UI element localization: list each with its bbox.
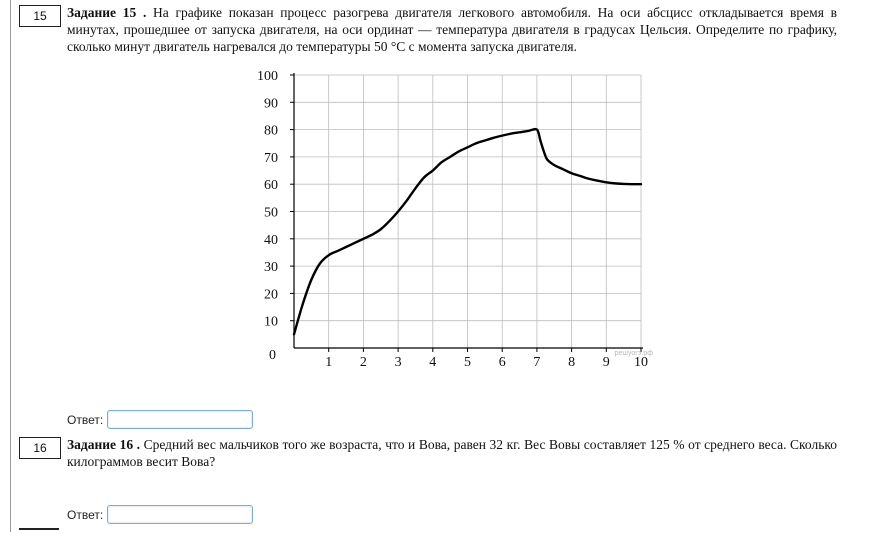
next-task-badge-edge: [19, 528, 59, 534]
x-tick-label: 8: [568, 355, 576, 370]
answer-input[interactable]: [107, 410, 253, 429]
answer-label: Ответ:: [67, 412, 104, 427]
x-tick-label: 7: [533, 355, 541, 370]
y-tick-label: 40: [264, 232, 278, 248]
y-tick-label: 50: [264, 205, 278, 221]
x-tick-label: 4: [429, 355, 437, 370]
task-statement: [67, 436, 837, 470]
origin-label: 0: [269, 348, 276, 363]
x-tick-label: 2: [359, 355, 367, 370]
task-statement: [67, 4, 837, 55]
y-tick-label: 80: [264, 123, 278, 139]
task-body: Средний вес мальчиков того же возраста, что и Вова, равен 32 кг. Вес Вовы составляет 125 % от среднего веса. Сколько килограммов весит Вова?: [67, 437, 837, 469]
chart-grid: [294, 75, 641, 348]
answer-label: Ответ:: [67, 507, 104, 522]
task-number-badge: 15: [19, 5, 61, 27]
chart-axes: [290, 73, 643, 352]
y-tick-label: 70: [264, 150, 278, 166]
task-title: Задание 16 .: [67, 437, 141, 452]
y-tick-label: 10: [264, 314, 278, 330]
answer-row: [67, 410, 253, 429]
task-body: На графике показан процесс разогрева двигателя легкового автомобиля. На оси абсцисс откладывается время в минутах, прошедшее от запуска двигателя, на оси ординат — температура двигателя в градусах Цельсия. Определите по графику, сколько минут двигатель нагревался до температуры 50 °C с момента запуска двигателя.: [67, 5, 837, 54]
left-margin-rule: [10, 0, 11, 532]
x-tick-label: 10: [634, 355, 648, 370]
watermark: решуогэ.рф: [614, 350, 653, 357]
x-tick-label: 6: [498, 355, 506, 370]
x-tick-label: 3: [394, 355, 402, 370]
x-tick-label: 1: [325, 355, 333, 370]
chart-tick-labels: [257, 69, 648, 370]
engine-heating-chart: [250, 64, 660, 374]
answer-input[interactable]: [107, 505, 253, 524]
y-tick-label: 100: [257, 69, 278, 84]
x-tick-label: 9: [602, 355, 610, 370]
x-tick-label: 5: [464, 355, 471, 370]
y-tick-label: 90: [264, 96, 278, 112]
y-tick-label: 20: [264, 287, 278, 303]
task-number-badge: 16: [19, 437, 61, 459]
y-tick-label: 30: [264, 260, 278, 276]
y-tick-label: 60: [264, 178, 278, 194]
answer-row: [67, 505, 253, 524]
task-title: Задание 15 .: [67, 5, 147, 20]
